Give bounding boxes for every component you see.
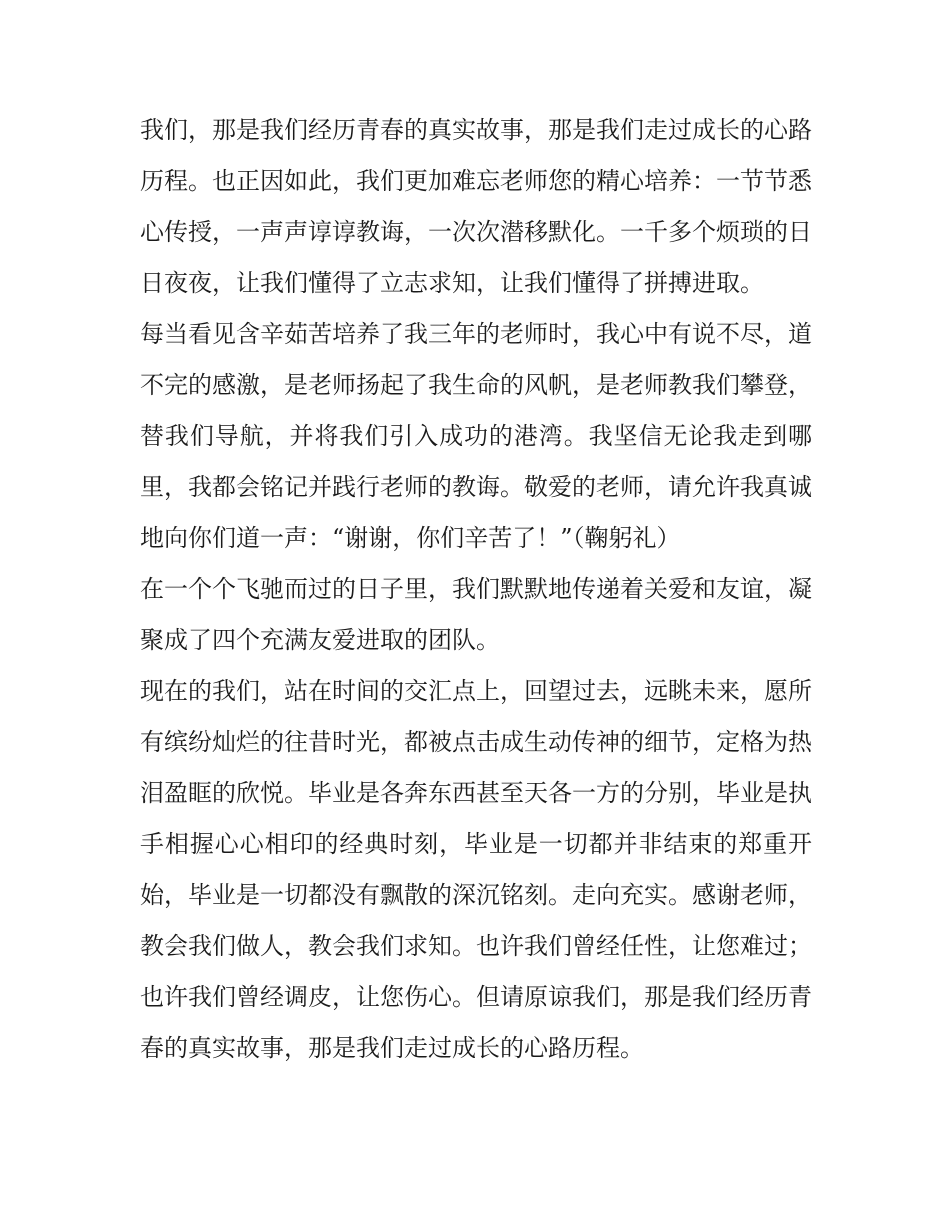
document-body (140, 105, 812, 1074)
paragraph-3: 在一个个飞驰而过的日子里，我们默默地传递着关爱和友谊，凝聚成了四个充满友爱进取的团队。 (140, 575, 812, 654)
paragraph-4: 现在的我们，站在时间的交汇点上，回望过去，远眺未来，愿所有缤纷灿烂的往昔时光，都被点击成生动传神的细节，定格为热泪盈眶的欣悦。毕业是各奔东西甚至天各一方的分别，毕业是执手相握心心相印的经典时刻，毕业是一切都并非结束的郑重开始，毕业是一切都没有飘散的深沉铭刻。走向充实。感谢老师，教会我们做人，教会我们求知。也许我们曾经任性，让您难过；也许我们曾经调皮，让您伤心。但请原谅我们，那是我们经历青春的真实故事，那是我们走过成长的心路历程。 (140, 677, 812, 1062)
paragraph-1: 我们，那是我们经历青春的真实故事，那是我们走过成长的心路历程。也正因如此，我们更加难忘老师您的精心培养：一节节悉心传授，一声声谆谆教诲，一次次潜移默化。一千多个烦琐的日日夜夜，让我们懂得了立志求知，让我们懂得了拼搏进取。 (140, 116, 812, 297)
paragraph-2: 每当看见含辛茹苦培养了我三年的老师时，我心中有说不尽，道不完的感激，是老师扬起了我生命的风帆，是老师教我们攀登，替我们导航，并将我们引入成功的港湾。我坚信无论我走到哪里，我都会铭记并践行老师的教诲。敬爱的老师，请允许我真诚地向你们道一声：“谢谢，你们辛苦了！”（鞠躬礼） (140, 320, 812, 552)
